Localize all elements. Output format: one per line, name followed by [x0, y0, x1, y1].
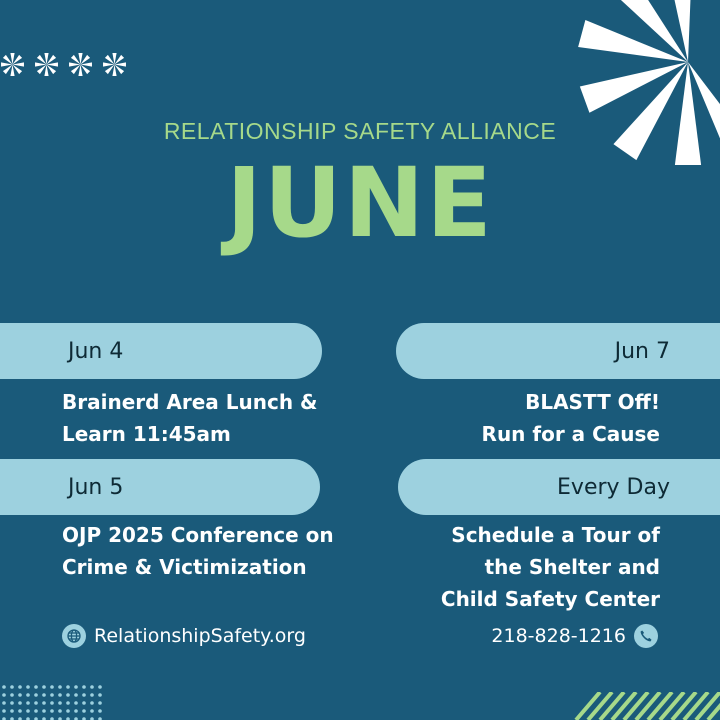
pattern-dot: [66, 701, 70, 705]
event-line: BLASTT Off!: [525, 390, 660, 414]
dot-pattern: [0, 682, 105, 720]
pattern-dot: [18, 685, 22, 689]
event-date: Jun 4: [68, 338, 124, 364]
pattern-dot: [82, 693, 86, 697]
pattern-dot: [2, 701, 6, 705]
pinwheel-row: [0, 52, 127, 77]
pattern-dot: [34, 685, 38, 689]
pattern-dot: [98, 701, 102, 705]
pinwheel-icon: [0, 52, 25, 77]
event-line: OJP 2025 Conference on: [62, 523, 334, 547]
pattern-dot: [58, 701, 62, 705]
event-date-pill: [398, 459, 720, 515]
pattern-dot: [82, 701, 86, 705]
pattern-dot: [26, 701, 30, 705]
pattern-dot: [98, 693, 102, 697]
pattern-dot: [98, 709, 102, 713]
pattern-dot: [10, 693, 14, 697]
pinwheel-icon: [34, 52, 59, 77]
pattern-dot: [10, 701, 14, 705]
pattern-dot: [10, 709, 14, 713]
event-description: [340, 386, 660, 450]
pattern-dot: [42, 685, 46, 689]
pattern-dot: [50, 709, 54, 713]
pattern-dot: [42, 701, 46, 705]
pattern-dot: [98, 685, 102, 689]
pattern-dot: [74, 709, 78, 713]
pattern-dot: [34, 693, 38, 697]
phone-contact[interactable]: [491, 624, 658, 648]
pattern-dot: [10, 685, 14, 689]
event-description: [62, 386, 382, 450]
pattern-dot: [66, 685, 70, 689]
pinwheel-icon: [102, 52, 127, 77]
event-line: the Shelter and: [484, 555, 660, 579]
event-line: Learn 11:45am: [62, 422, 231, 446]
website-link[interactable]: RelationshipSafety.org: [94, 625, 306, 647]
event-line: Schedule a Tour of: [451, 523, 660, 547]
pattern-dot: [74, 685, 78, 689]
globe-icon: [62, 624, 86, 648]
pattern-dot: [58, 709, 62, 713]
pattern-dot: [26, 685, 30, 689]
event-date: Jun 7: [614, 338, 670, 364]
event-description: [340, 519, 660, 615]
pinwheel-icon: [68, 52, 93, 77]
pattern-dot: [2, 693, 6, 697]
event-date: Jun 5: [68, 474, 124, 500]
pattern-dot: [50, 693, 54, 697]
pattern-dot: [50, 685, 54, 689]
pattern-dot: [58, 685, 62, 689]
stripe-pattern: [570, 692, 720, 720]
pattern-dot: [66, 693, 70, 697]
pattern-dot: [18, 701, 22, 705]
pattern-dot: [90, 709, 94, 713]
website-contact[interactable]: [62, 624, 306, 648]
event-date-pill: [0, 459, 320, 515]
organization-name: RELATIONSHIP SAFETY ALLIANCE: [163, 118, 557, 144]
pattern-dot: [82, 709, 86, 713]
pattern-dot: [58, 693, 62, 697]
phone-number[interactable]: 218-828-1216: [491, 625, 626, 647]
pattern-dot: [90, 685, 94, 689]
pattern-dot: [74, 701, 78, 705]
pattern-dot: [42, 693, 46, 697]
pattern-dot: [34, 709, 38, 713]
event-date: Every Day: [557, 474, 670, 500]
event-line: Brainerd Area Lunch &: [62, 390, 318, 414]
pattern-dot: [18, 693, 22, 697]
month-title: JUNE: [226, 147, 494, 259]
pattern-dot: [18, 709, 22, 713]
event-line: Child Safety Center: [440, 587, 660, 611]
pattern-dot: [42, 709, 46, 713]
pattern-dot: [90, 701, 94, 705]
pattern-dot: [74, 693, 78, 697]
event-line: Run for a Cause: [481, 422, 660, 446]
pattern-dot: [34, 701, 38, 705]
phone-icon: [634, 624, 658, 648]
pattern-dot: [26, 693, 30, 697]
pattern-dot: [50, 701, 54, 705]
pattern-dot: [26, 709, 30, 713]
pattern-dot: [66, 709, 70, 713]
event-date-pill: [0, 323, 322, 379]
event-date-pill: [396, 323, 720, 379]
pattern-dot: [2, 709, 6, 713]
event-line: Crime & Victimization: [62, 555, 307, 579]
pattern-dot: [82, 685, 86, 689]
pattern-dot: [2, 685, 6, 689]
pattern-dot: [90, 693, 94, 697]
